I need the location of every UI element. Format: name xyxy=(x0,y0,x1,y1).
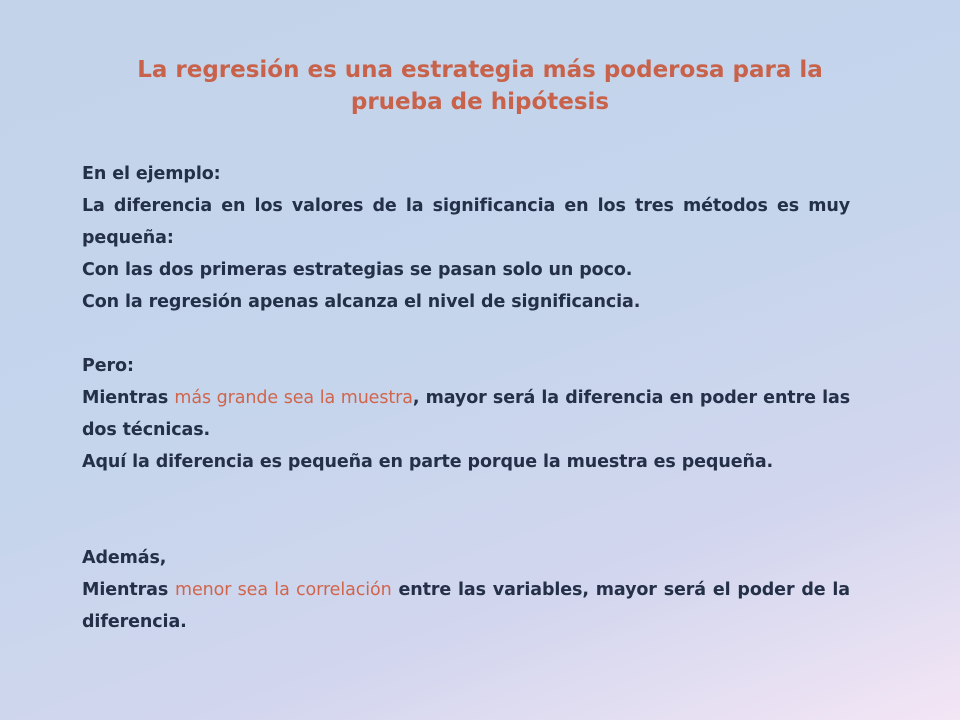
spacer xyxy=(82,318,850,350)
section2-paragraph-2: Aquí la diferencia es pequeña en parte porque la muestra es pequeña. xyxy=(82,452,774,472)
section1-paragraph-3: Con la regresión apenas alcanza el nivel de significancia. xyxy=(82,292,641,312)
section1-paragraph-1: La diferencia en los valores de la significancia en los tres métodos es muy pequeña: xyxy=(82,196,850,248)
section3-paragraph-1 xyxy=(82,574,850,638)
section2-paragraph-1 xyxy=(82,382,850,446)
section3-heading: Además, xyxy=(82,548,167,568)
slide-title xyxy=(80,54,880,118)
slide-body xyxy=(82,158,850,638)
section1-heading: En el ejemplo: xyxy=(82,164,221,184)
title-line-2: prueba de hipótesis xyxy=(350,89,610,115)
section2-heading: Pero: xyxy=(82,356,134,376)
section2-highlight: más grande sea la muestra xyxy=(174,388,413,408)
title-line-1: La regresión es una estrategia más poderosa para la xyxy=(137,57,823,83)
spacer xyxy=(82,478,850,542)
section2-p1-after: , mayor será la diferencia en poder entre las dos técnicas. xyxy=(82,388,851,440)
section3-highlight: menor sea la correlación xyxy=(175,580,392,600)
section2-p1-before: Mientras xyxy=(82,388,175,408)
section3-p1-before: Mientras xyxy=(82,580,176,600)
section3-p1-after: entre las variables, mayor será el poder de la diferencia. xyxy=(82,580,851,632)
section1-paragraph-2: Con las dos primeras estrategias se pasan solo un poco. xyxy=(82,260,633,280)
